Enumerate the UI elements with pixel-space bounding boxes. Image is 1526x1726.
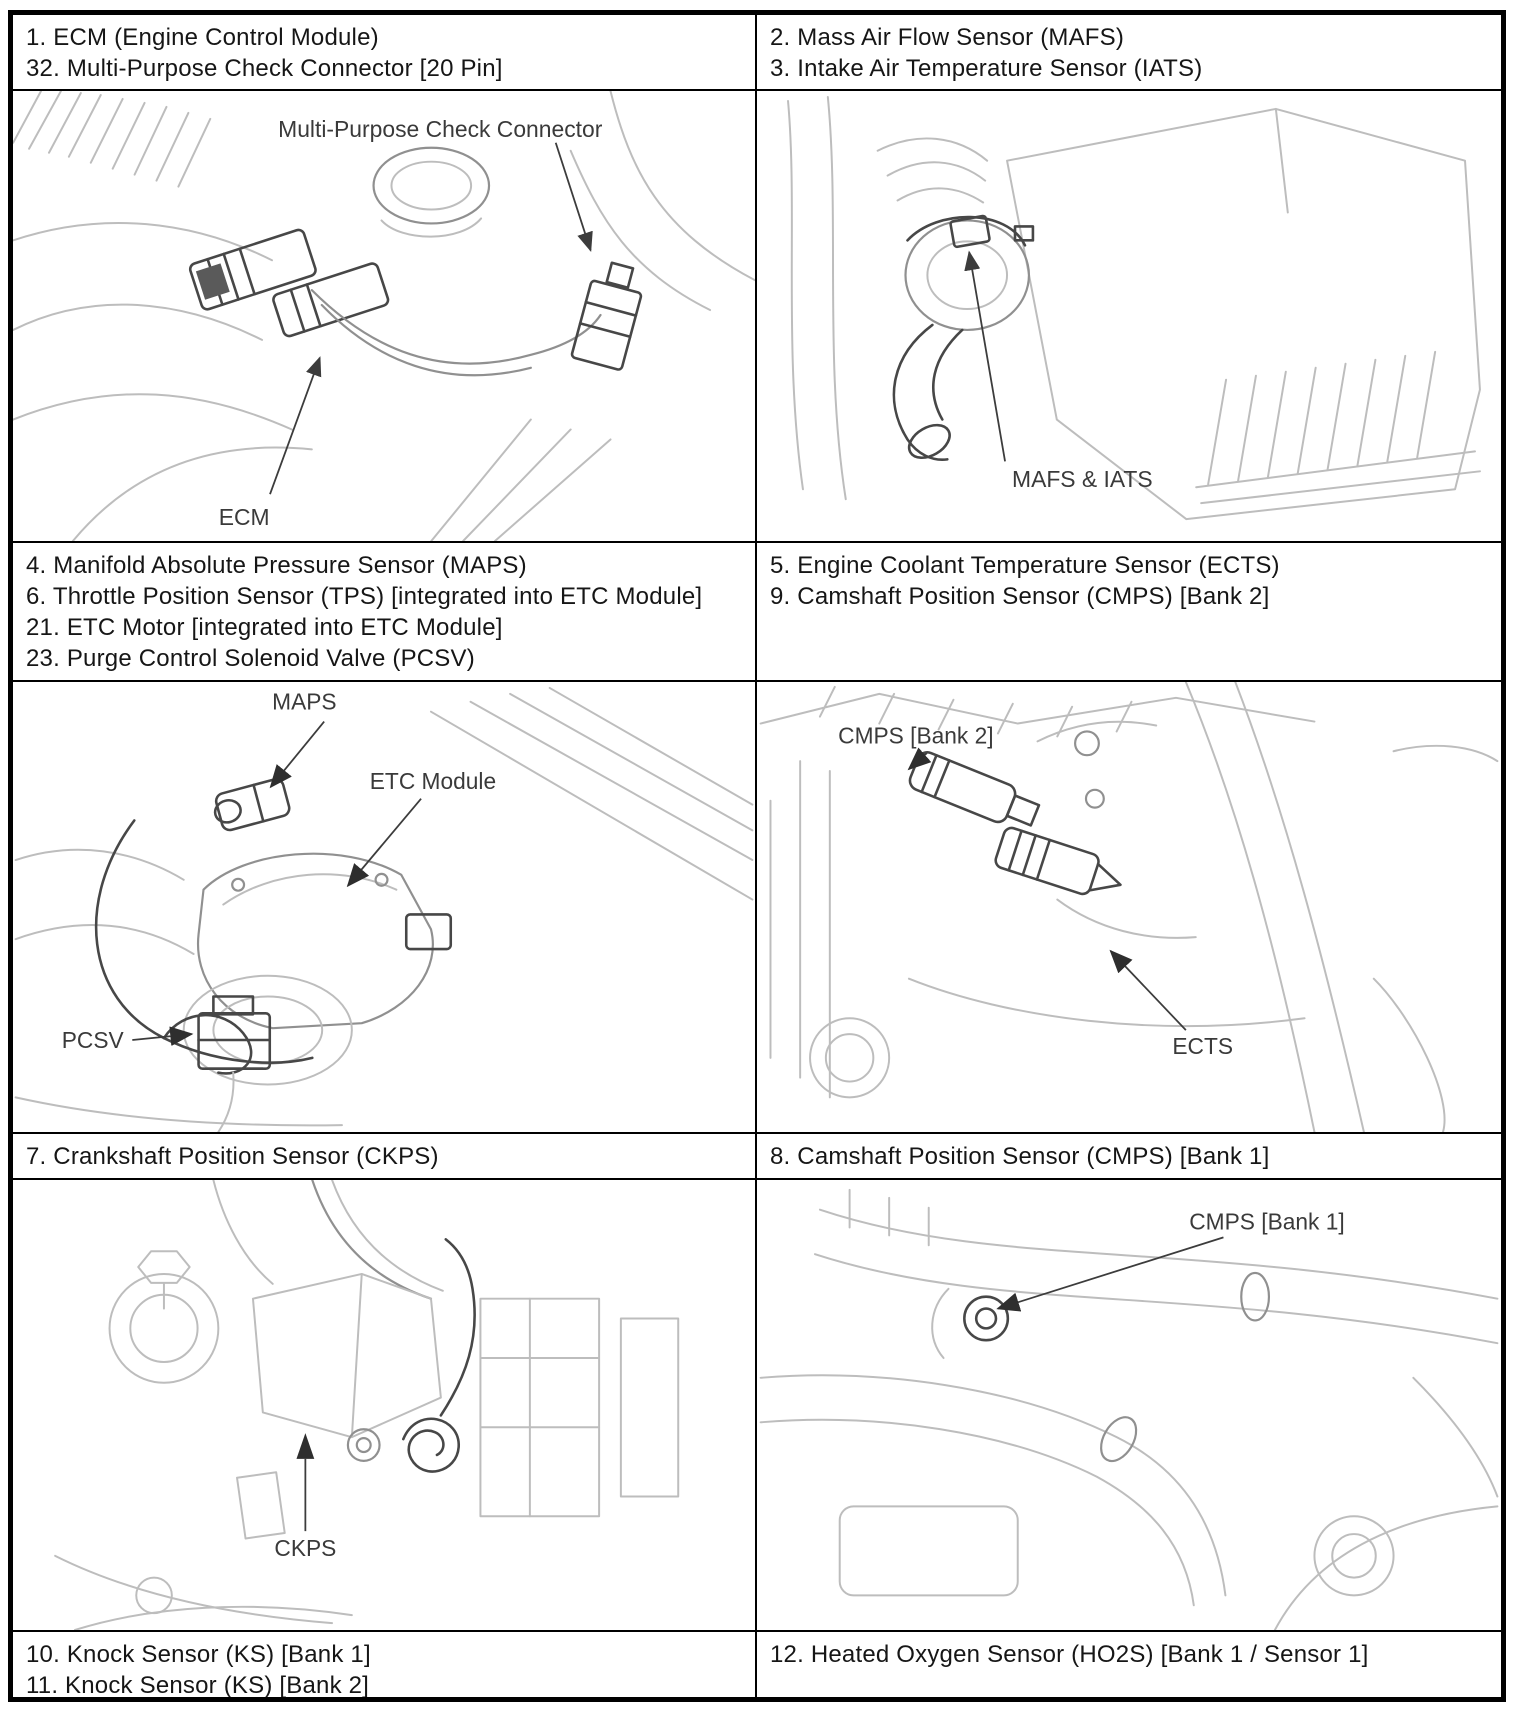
- component-entry: 7. Crankshaft Position Sensor (CKPS): [26, 1143, 439, 1170]
- component-entry: 12. Heated Oxygen Sensor (HO2S) [Bank 1 / Sensor 1]: [770, 1641, 1369, 1668]
- figure-label-ckps: CKPS: [274, 1534, 337, 1561]
- header-cell-ecm: [13, 15, 757, 91]
- figure-label-mafs-iats: MAFS & IATS: [1012, 466, 1153, 493]
- component-entry: 2. Mass Air Flow Sensor (MAFS): [770, 24, 1125, 51]
- engine-sketch-cmps1: [757, 1180, 1501, 1630]
- figure-ckps-location: [13, 1180, 757, 1632]
- figure-cmps2-ects-location: [757, 682, 1501, 1134]
- component-entry: 32. Multi-Purpose Check Connector [20 Pin]: [26, 55, 503, 82]
- figure-label-ecm: ECM: [218, 504, 270, 531]
- header-cell-ho2s: [757, 1632, 1501, 1697]
- component-entry: 10. Knock Sensor (KS) [Bank 1]: [26, 1641, 371, 1668]
- figure-mafs-iats-location: [757, 91, 1501, 543]
- engine-sketch-mafs: [757, 91, 1501, 541]
- figure-maps-etc-pcsv-location: [13, 682, 757, 1134]
- engine-line-art: [761, 682, 1498, 1132]
- engine-sketch-maps-etc: [13, 682, 755, 1132]
- header-cell-cmps1: [757, 1134, 1501, 1180]
- component-entry: 9. Camshaft Position Sensor (CMPS) [Bank 2]: [770, 583, 1270, 610]
- component-entry: 4. Manifold Absolute Pressure Sensor (MAPS): [26, 552, 527, 579]
- header-cell-mafs-iats: [757, 15, 1501, 91]
- component-entry: 21. ETC Motor [integrated into ETC Module]: [26, 614, 503, 641]
- figure-label-ects: ECTS: [1172, 1032, 1234, 1059]
- engine-line-art: [55, 1180, 678, 1630]
- header-cell-ects-cmps2: [757, 543, 1501, 682]
- header-cell-maps-tps-etc-pcsv: [13, 543, 757, 682]
- component-entry: 8. Camshaft Position Sensor (CMPS) [Bank 1]: [770, 1143, 1270, 1170]
- engine-line-art: [788, 97, 1480, 519]
- engine-sketch-ecm: [13, 91, 755, 541]
- leader-arrow-ects: [1111, 951, 1186, 1030]
- engine-line-art: [13, 91, 755, 541]
- leader-arrow-maps: [271, 722, 324, 787]
- component-entry: 23. Purge Control Solenoid Valve (PCSV): [26, 645, 475, 672]
- component-entry: 1. ECM (Engine Control Module): [26, 24, 379, 51]
- engine-sketch-ckps: [13, 1180, 755, 1630]
- engine-line-art: [16, 688, 753, 1132]
- component-entry: 11. Knock Sensor (KS) [Bank 2]: [26, 1672, 370, 1697]
- engine-line-art: [761, 1190, 1498, 1630]
- figure-label-pcsv: PCSV: [61, 1026, 124, 1053]
- component-location-table: [8, 10, 1506, 1702]
- component-entry: 6. Throttle Position Sensor (TPS) [integrated into ETC Module]: [26, 583, 703, 610]
- figure-ecm-location: [13, 91, 757, 543]
- figure-label-check-connector: Multi-Purpose Check Connector: [278, 115, 603, 142]
- header-cell-knock-sensors: [13, 1632, 757, 1697]
- figure-label-cmps1: CMPS [Bank 1]: [1189, 1208, 1345, 1235]
- figure-label-cmps2: CMPS [Bank 2]: [838, 722, 994, 749]
- header-cell-ckps: [13, 1134, 757, 1180]
- leader-arrow-pcsv: [132, 1034, 191, 1040]
- component-entry: 5. Engine Coolant Temperature Sensor (ECTS): [770, 552, 1280, 579]
- figure-cmps1-location: [757, 1180, 1501, 1632]
- component-entry: 3. Intake Air Temperature Sensor (IATS): [770, 55, 1203, 82]
- leader-arrow-ckps: [296, 1433, 314, 1531]
- leader-arrow-etc-module: [348, 799, 421, 886]
- figure-label-etc-module: ETC Module: [369, 767, 497, 794]
- leader-arrow-mafs: [969, 252, 1005, 461]
- engine-sketch-cmps-ects: [757, 682, 1501, 1132]
- leader-arrow-cmps2: [909, 753, 927, 769]
- leader-arrow-ecm: [270, 358, 320, 494]
- figure-label-maps: MAPS: [272, 688, 337, 715]
